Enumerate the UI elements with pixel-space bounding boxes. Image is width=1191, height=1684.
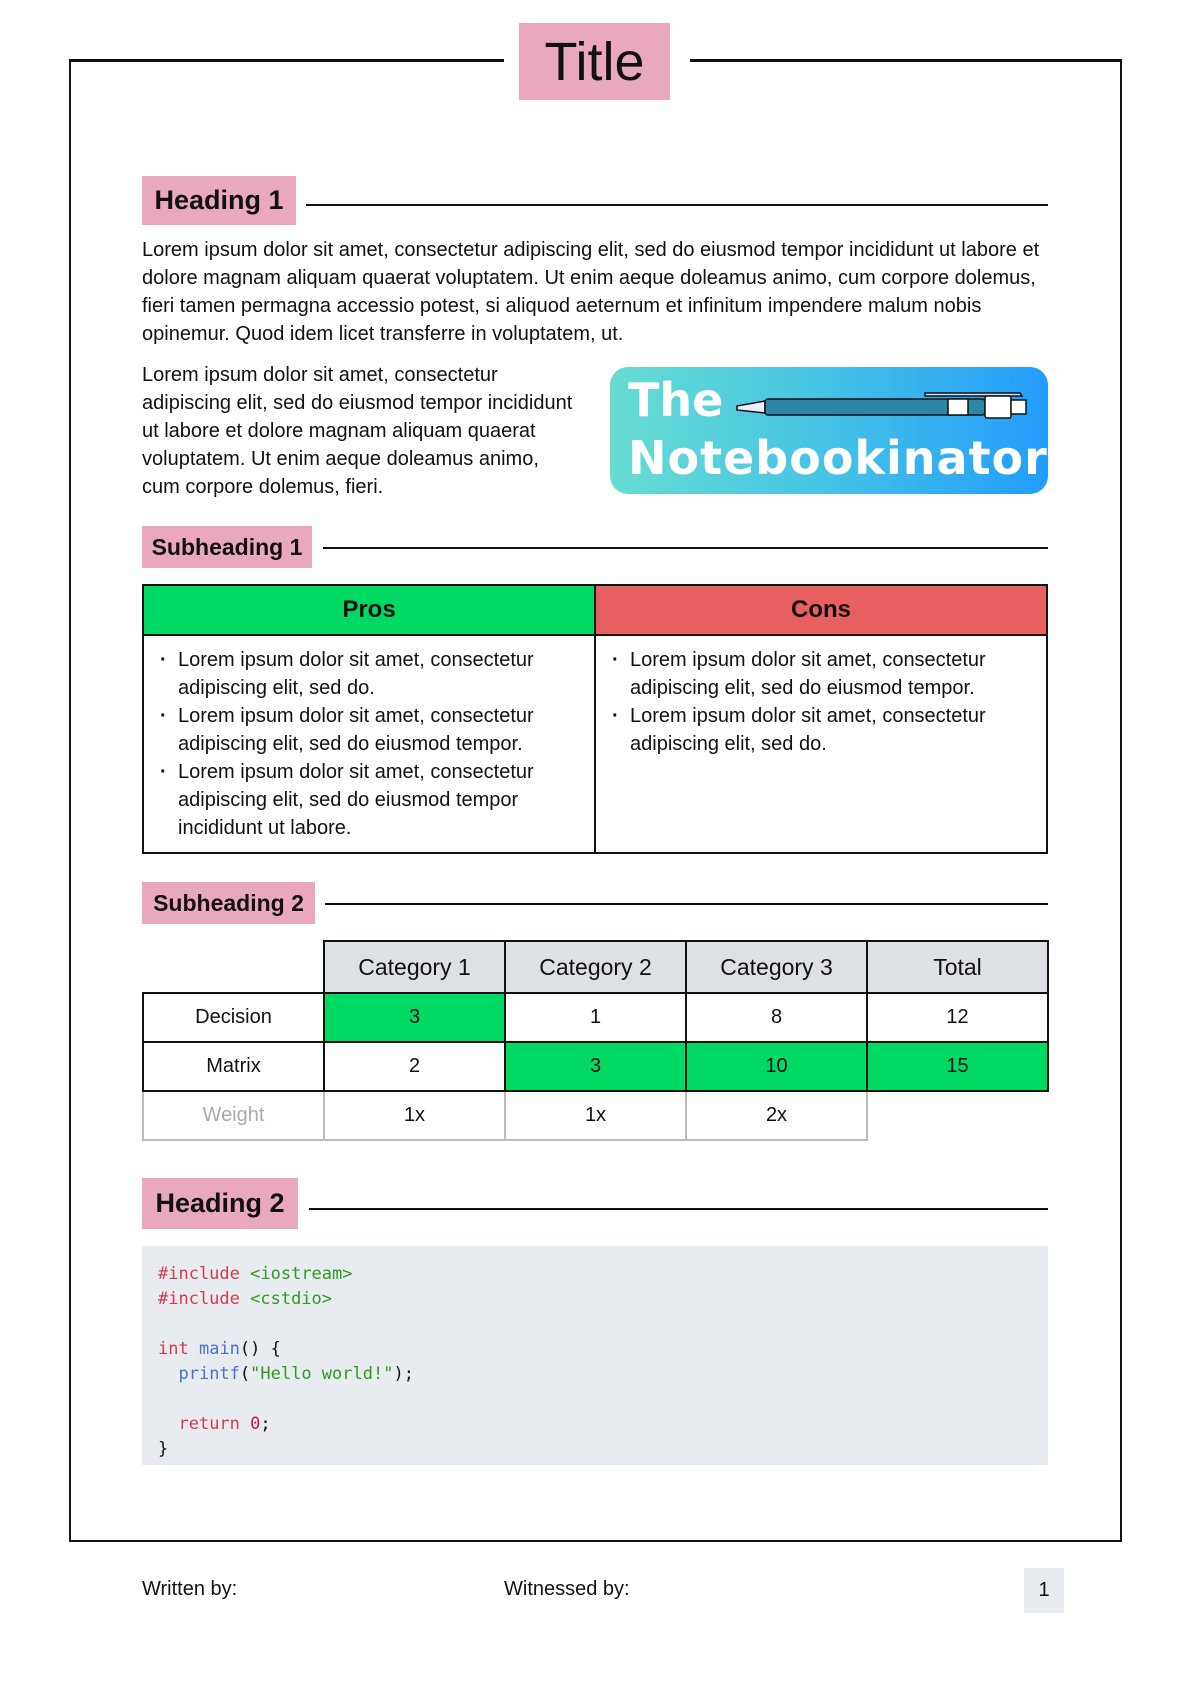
witnessed-by-label: Witnessed by: xyxy=(504,1578,630,1600)
cell: 10 xyxy=(686,1042,867,1091)
col-header: Category 2 xyxy=(505,941,686,993)
paragraph-2: Lorem ipsum dolor sit amet, consectetur adipiscing elit, sed do eiusmod tempor incididunt ut labore et dolore magnam aliquam quaerat voluptatem. Ut enim aeque doleamus animo, cum corpore dolemus, fieri. xyxy=(142,364,573,498)
cell: 12 xyxy=(867,993,1048,1042)
decision-matrix xyxy=(142,940,1049,1141)
col-header: Total xyxy=(867,941,1048,993)
pros-item: · Lorem ipsum dolor sit amet, consectetur adipiscing elit, sed do eiusmod tempor incididunt ut labore. xyxy=(160,758,580,842)
table-row xyxy=(143,1042,1048,1091)
written-by-label: Written by: xyxy=(142,1578,238,1600)
row-label: Weight xyxy=(143,1091,324,1140)
table-row xyxy=(143,993,1048,1042)
col-header: Category 3 xyxy=(686,941,867,993)
row-label: Matrix xyxy=(143,1042,324,1091)
pen-icon xyxy=(735,387,1035,423)
heading-rule xyxy=(309,1208,1048,1210)
cell: 1 xyxy=(505,993,686,1042)
cons-cell xyxy=(595,635,1047,853)
cons-header: Cons xyxy=(595,585,1047,635)
cons-item: · Lorem ipsum dolor sit amet, consectetur adipiscing elit, sed do. xyxy=(612,702,1032,758)
logo-line-2: Notebookinator xyxy=(628,431,1048,485)
pros-cons-table xyxy=(142,584,1048,854)
notebookinator-logo xyxy=(610,367,1048,494)
page-title: Title xyxy=(519,23,670,100)
paragraph-1: Lorem ipsum dolor sit amet, consectetur adipiscing elit, sed do eiusmod tempor incididunt ut labore et dolore magnam aliquam quaerat voluptatem. Ut enim aeque doleamus animo, cum corpore dolemus, fieri tamen permagna accessio potest, si aliquod aeternum et infinitum impendere malum nobis opinemur. Quod idem licet transferre in voluptatem, ut. xyxy=(142,239,1040,345)
frame-top-left xyxy=(69,59,504,62)
heading-rule xyxy=(306,204,1048,206)
pros-cell xyxy=(143,635,595,853)
pros-header: Pros xyxy=(143,585,595,635)
col-header: Category 1 xyxy=(324,941,505,993)
heading-1: Heading 1 xyxy=(142,176,296,225)
cell: 3 xyxy=(324,993,505,1042)
page-number: 1 xyxy=(1024,1568,1064,1613)
cell: 2 xyxy=(324,1042,505,1091)
frame-top-right xyxy=(690,59,1122,62)
cell: 1x xyxy=(324,1091,505,1140)
subheading-1: Subheading 1 xyxy=(142,526,312,568)
heading-2: Heading 2 xyxy=(142,1178,298,1229)
row-label: Decision xyxy=(143,993,324,1042)
pros-item: · Lorem ipsum dolor sit amet, consectetur adipiscing elit, sed do eiusmod tempor. xyxy=(160,702,580,758)
cell: 15 xyxy=(867,1042,1048,1091)
cell: 2x xyxy=(686,1091,867,1140)
cons-item: · Lorem ipsum dolor sit amet, consectetur adipiscing elit, sed do eiusmod tempor. xyxy=(612,646,1032,702)
code-block: #include <iostream> #include <cstdio> int main() { printf("Hello world!"); return 0; } xyxy=(142,1246,1048,1465)
cell: 8 xyxy=(686,993,867,1042)
cell: 3 xyxy=(505,1042,686,1091)
cell: 1x xyxy=(505,1091,686,1140)
subheading-rule xyxy=(325,903,1048,905)
pros-item: · Lorem ipsum dolor sit amet, consectetur adipiscing elit, sed do. xyxy=(160,646,580,702)
logo-line-1: The xyxy=(628,373,724,427)
table-row xyxy=(143,1091,1048,1140)
subheading-rule xyxy=(323,547,1048,549)
subheading-2: Subheading 2 xyxy=(142,882,315,924)
